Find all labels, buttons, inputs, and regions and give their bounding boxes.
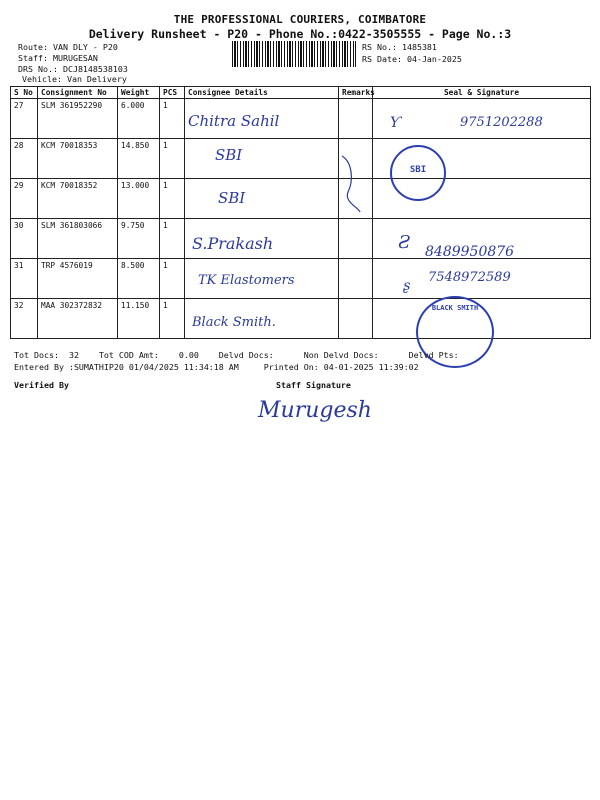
handwritten-phone: 8489950876 <box>425 244 515 260</box>
staff-text: Staff: MURUGESAN <box>18 53 98 63</box>
pcs-cell: 1 <box>160 299 185 339</box>
weight-cell: 14.850 <box>118 139 160 179</box>
stamp-text: SBI <box>409 165 427 175</box>
remarks-scribble <box>338 152 368 222</box>
sno-cell: 31 <box>11 259 38 299</box>
rs-no-text: RS No.: 1485381 <box>362 42 437 52</box>
column-header: Consignee Details <box>185 87 339 99</box>
column-header: Remarks <box>339 87 373 99</box>
sno-cell: 30 <box>11 219 38 259</box>
weight-cell: 11.150 <box>118 299 160 339</box>
handwritten-phone: 9751202288 <box>460 115 543 130</box>
sno-cell: 28 <box>11 139 38 179</box>
entered-by-line: Entered By :SUMATHIP20 01/04/2025 11:34:18 AM Printed On: 04-01-2025 11:39:02 <box>14 362 419 372</box>
weight-cell: 8.500 <box>118 259 160 299</box>
column-header: Weight <box>118 87 160 99</box>
remarks-cell <box>339 99 373 139</box>
totals-line: Tot Docs: 32 Tot COD Amt: 0.00 Delvd Docs: Non Delvd Docs: Delvd Pts: <box>14 350 459 360</box>
signature-mark: ʂ <box>403 278 411 294</box>
pcs-cell: 1 <box>160 219 185 259</box>
document-subtitle: Delivery Runsheet - P20 - Phone No.:0422-3505555 - Page No.:3 <box>88 27 512 41</box>
table-header-row <box>11 87 591 99</box>
stamp-text: BLACK SMITH <box>431 304 479 312</box>
consignee-cell <box>185 139 339 179</box>
handwritten-consignee: Black Smith. <box>192 315 276 330</box>
column-header: PCS <box>160 87 185 99</box>
pcs-cell: 1 <box>160 99 185 139</box>
staff-signature: Murugesh <box>258 398 372 423</box>
table-row <box>11 179 591 219</box>
consignment-cell: SLM 361803066 <box>38 219 118 259</box>
remarks-cell <box>339 219 373 259</box>
consignment-cell: KCM 70018353 <box>38 139 118 179</box>
handwritten-consignee: S.Prakash <box>192 234 274 253</box>
consignment-cell: SLM 361952290 <box>38 99 118 139</box>
consignment-cell: MAA 302372832 <box>38 299 118 339</box>
remarks-cell <box>339 259 373 299</box>
rs-date-text: RS Date: 04-Jan-2025 <box>362 54 462 64</box>
remarks-cell <box>339 299 373 339</box>
handwritten-phone: 7548972589 <box>428 270 511 285</box>
drs-no-text: DRS No.: DCJ8148538103 <box>18 64 128 74</box>
pcs-cell: 1 <box>160 139 185 179</box>
handwritten-consignee: SBI <box>215 146 243 164</box>
column-header: Seal & Signature <box>373 87 591 99</box>
vehicle-text: Vehicle: Van Delivery <box>22 74 127 84</box>
sno-cell: 27 <box>11 99 38 139</box>
pcs-cell: 1 <box>160 259 185 299</box>
signature-mark: Ƨ <box>398 232 411 253</box>
route-text: Route: VAN DLY - P20 <box>18 42 118 52</box>
signature-mark: Ƴ <box>390 115 401 131</box>
weight-cell: 13.000 <box>118 179 160 219</box>
column-header: Consignment No <box>38 87 118 99</box>
consignment-cell: TRP 4576019 <box>38 259 118 299</box>
table-row <box>11 299 591 339</box>
handwritten-consignee: TK Elastomers <box>198 273 295 288</box>
document-title: THE PROFESSIONAL COURIERS, COIMBATORE <box>173 13 427 26</box>
handwritten-consignee: Chitra Sahil <box>188 112 280 130</box>
weight-cell: 6.000 <box>118 99 160 139</box>
consignment-cell: KCM 70018352 <box>38 179 118 219</box>
verified-by-label: Verified By <box>14 380 69 390</box>
pcs-cell: 1 <box>160 179 185 219</box>
consignee-cell <box>185 179 339 219</box>
column-header: S No <box>11 87 38 99</box>
staff-signature-label: Staff Signature <box>276 380 351 390</box>
weight-cell: 9.750 <box>118 219 160 259</box>
sno-cell: 29 <box>11 179 38 219</box>
sno-cell: 32 <box>11 299 38 339</box>
table-row <box>11 139 591 179</box>
sbi-stamp <box>390 145 446 201</box>
barcode-image <box>232 41 356 67</box>
handwritten-consignee: SBI <box>218 189 246 207</box>
